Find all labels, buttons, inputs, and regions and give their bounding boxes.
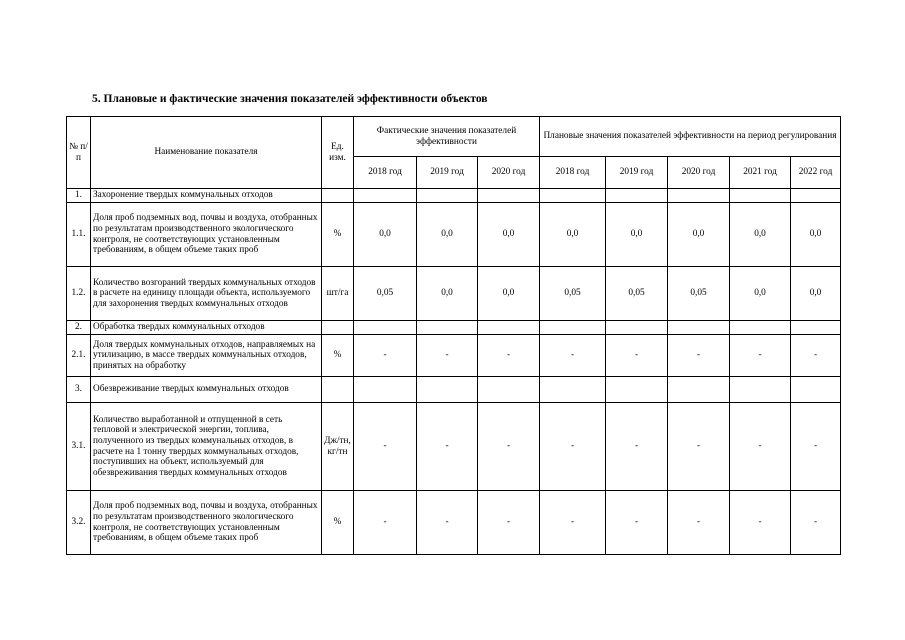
unit-cell: % — [322, 491, 354, 555]
table-row — [67, 267, 841, 321]
actual-value-cell — [478, 189, 540, 203]
indicator-name: Захоронение твердых коммунальных отходов — [91, 189, 322, 203]
actual-value-cell — [417, 189, 478, 203]
indicator-name: Доля проб подземных вод, почвы и воздуха, отобранных по результатам производственного экологического контроля, не соответствующих установленным требованиям, в общем объеме таких проб — [91, 203, 322, 267]
header-planned-year: 2020 год — [668, 157, 730, 189]
actual-value-cell: 0,0 — [478, 267, 540, 321]
planned-value-cell: - — [668, 491, 730, 555]
table-row — [67, 491, 841, 555]
planned-value-cell: 0,0 — [791, 203, 841, 267]
unit-cell — [322, 377, 354, 403]
header-num: № п/п — [67, 117, 91, 189]
actual-value-cell — [417, 377, 478, 403]
header-planned-year: 2018 год — [540, 157, 606, 189]
planned-value-cell: - — [791, 491, 841, 555]
efficiency-indicators-table — [66, 116, 841, 555]
header-actual-year: 2018 год — [354, 157, 417, 189]
actual-value-cell: - — [478, 403, 540, 491]
row-number: 2. — [67, 321, 91, 335]
planned-value-cell — [540, 321, 606, 335]
header-planned-year: 2019 год — [606, 157, 668, 189]
actual-value-cell: - — [354, 335, 417, 377]
table-row — [67, 403, 841, 491]
planned-value-cell: - — [668, 403, 730, 491]
planned-value-cell: - — [540, 403, 606, 491]
actual-value-cell: - — [354, 491, 417, 555]
planned-value-cell: - — [791, 403, 841, 491]
indicator-name: Количество выработанной и отпущенной в сеть тепловой и электрической энергии, топлива, полученного из твердых коммунальных отходов, в расчете на 1 тонну твердых коммунальных отходов, поступивших на объект, используемый для обезвреживания твердых коммунальных отходов — [91, 403, 322, 491]
planned-value-cell: 0,05 — [540, 267, 606, 321]
planned-value-cell: 0,05 — [668, 267, 730, 321]
actual-value-cell — [417, 321, 478, 335]
unit-cell: % — [322, 203, 354, 267]
planned-value-cell — [791, 377, 841, 403]
planned-value-cell: 0,0 — [730, 203, 791, 267]
actual-value-cell: 0,0 — [417, 267, 478, 321]
planned-value-cell — [730, 377, 791, 403]
table-row — [67, 203, 841, 267]
actual-value-cell: 0,0 — [478, 203, 540, 267]
planned-value-cell: - — [730, 403, 791, 491]
indicator-name: Обработка твердых коммунальных отходов — [91, 321, 322, 335]
indicator-name: Доля твердых коммунальных отходов, направляемых на утилизацию, в массе твердых коммунальных отходов, принятых на обработку — [91, 335, 322, 377]
row-number: 2.1. — [67, 335, 91, 377]
planned-value-cell — [668, 321, 730, 335]
planned-value-cell: - — [540, 491, 606, 555]
document-title: 5. Плановые и фактические значения показателей эффективности объектов — [92, 93, 488, 105]
planned-value-cell: - — [791, 335, 841, 377]
planned-value-cell — [540, 189, 606, 203]
actual-value-cell: 0,0 — [417, 203, 478, 267]
row-number: 3.2. — [67, 491, 91, 555]
planned-value-cell: - — [730, 335, 791, 377]
planned-value-cell: 0,0 — [791, 267, 841, 321]
planned-value-cell: - — [606, 335, 668, 377]
actual-value-cell — [354, 321, 417, 335]
table-row — [67, 335, 841, 377]
planned-value-cell — [606, 377, 668, 403]
planned-value-cell — [668, 377, 730, 403]
actual-value-cell: 0,0 — [354, 203, 417, 267]
planned-value-cell — [730, 321, 791, 335]
planned-value-cell: - — [540, 335, 606, 377]
row-number: 1.2. — [67, 267, 91, 321]
indicator-name: Обезвреживание твердых коммунальных отходов — [91, 377, 322, 403]
table-row — [67, 321, 841, 335]
planned-value-cell — [606, 321, 668, 335]
table-row — [67, 189, 841, 203]
planned-value-cell — [791, 189, 841, 203]
row-number: 1.1. — [67, 203, 91, 267]
table-row — [67, 377, 841, 403]
actual-value-cell: 0,05 — [354, 267, 417, 321]
planned-value-cell — [668, 189, 730, 203]
actual-value-cell: - — [417, 335, 478, 377]
header-actual-group: Фактические значения показателей эффективности — [354, 117, 540, 157]
actual-value-cell — [478, 321, 540, 335]
unit-cell: шт/га — [322, 267, 354, 321]
actual-value-cell: - — [417, 491, 478, 555]
actual-value-cell — [478, 377, 540, 403]
header-row-groups — [67, 117, 841, 157]
actual-value-cell — [354, 189, 417, 203]
planned-value-cell: 0,0 — [606, 203, 668, 267]
planned-value-cell: - — [606, 403, 668, 491]
indicator-name: Количество возгораний твердых коммунальных отходов в расчете на единицу площади объекта, используемого для захоронения твердых коммунальных отходов — [91, 267, 322, 321]
header-planned-group: Плановые значения показателей эффективности на период регулирования — [540, 117, 841, 157]
unit-cell — [322, 321, 354, 335]
actual-value-cell: - — [354, 403, 417, 491]
planned-value-cell — [606, 189, 668, 203]
header-actual-year: 2019 год — [417, 157, 478, 189]
unit-cell: Дж/тн, кг/тн — [322, 403, 354, 491]
planned-value-cell: 0,0 — [730, 267, 791, 321]
unit-cell — [322, 189, 354, 203]
header-name: Наименование показателя — [91, 117, 322, 189]
planned-value-cell: - — [606, 491, 668, 555]
actual-value-cell: - — [478, 491, 540, 555]
header-actual-year: 2020 год — [478, 157, 540, 189]
header-planned-year: 2021 год — [730, 157, 791, 189]
row-number: 3. — [67, 377, 91, 403]
planned-value-cell: 0,05 — [606, 267, 668, 321]
header-planned-year: 2022 год — [791, 157, 841, 189]
planned-value-cell — [730, 189, 791, 203]
actual-value-cell — [354, 377, 417, 403]
planned-value-cell: 0,0 — [668, 203, 730, 267]
actual-value-cell: - — [478, 335, 540, 377]
planned-value-cell: - — [668, 335, 730, 377]
row-number: 1. — [67, 189, 91, 203]
actual-value-cell: - — [417, 403, 478, 491]
indicator-name: Доля проб подземных вод, почвы и воздуха, отобранных по результатам производственного экологического контроля, не соответствующих установленным требованиям, в общем объеме таких проб — [91, 491, 322, 555]
row-number: 3.1. — [67, 403, 91, 491]
planned-value-cell — [540, 377, 606, 403]
unit-cell: % — [322, 335, 354, 377]
planned-value-cell — [791, 321, 841, 335]
planned-value-cell: - — [730, 491, 791, 555]
header-unit: Ед. изм. — [322, 117, 354, 189]
planned-value-cell: 0,0 — [540, 203, 606, 267]
